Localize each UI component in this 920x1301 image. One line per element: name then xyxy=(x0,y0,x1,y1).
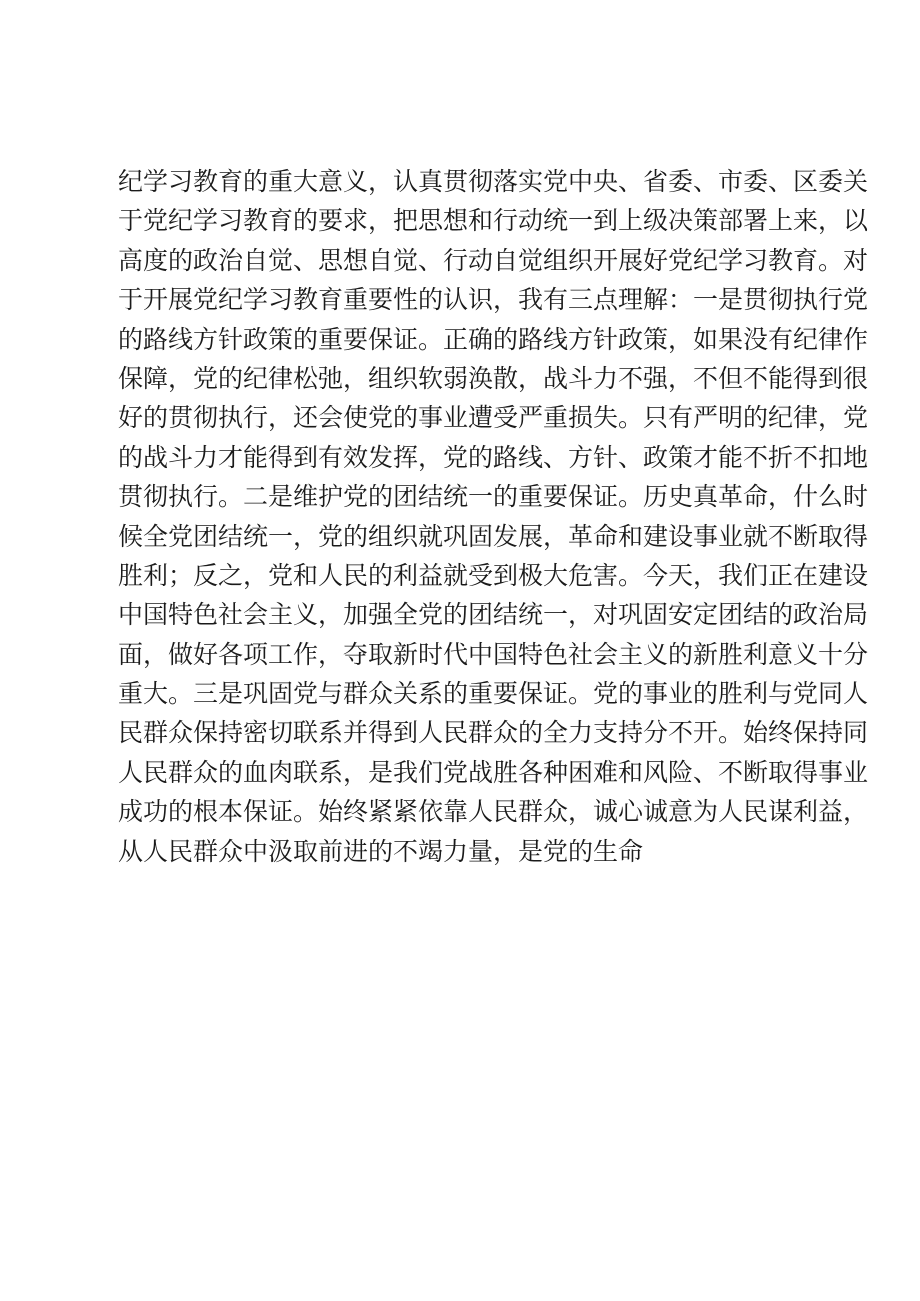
paragraph-line: 好的贯彻执行，还会使党的事业遭受严重损失。只有严明的纪律，党 xyxy=(118,403,869,433)
paragraph-line: 保障，党的纪律松弛，组织软弱涣散，战斗力不强，不但不能得到很 xyxy=(118,363,869,393)
body-paragraph xyxy=(118,162,869,871)
paragraph-line: 的路线方针政策的重要保证。正确的路线方针政策，如果没有纪律作 xyxy=(118,324,869,354)
paragraph-line: 面，做好各项工作，夺取新时代中国特色社会主义的新胜利意义十分 xyxy=(118,639,869,669)
paragraph-line: 民群众保持密切联系并得到人民群众的全力支持分不开。始终保持同 xyxy=(118,718,869,748)
paragraph-line: 候全党团结统一，党的组织就巩固发展，革命和建设事业就不断取得 xyxy=(118,521,869,551)
paragraph-line: 人民群众的血肉联系，是我们党战胜各种困难和风险、不断取得事业 xyxy=(118,757,869,787)
paragraph-line: 重大。三是巩固党与群众关系的重要保证。党的事业的胜利与党同人 xyxy=(118,679,869,709)
paragraph-line: 中国特色社会主义，加强全党的团结统一，对巩固安定团结的政治局 xyxy=(118,600,869,630)
paragraph-line: 贯彻执行。二是维护党的团结统一的重要保证。历史真革命，什么时 xyxy=(118,482,869,512)
paragraph-line: 胜利；反之，党和人民的利益就受到极大危害。今天，我们正在建设 xyxy=(118,560,869,590)
paragraph-line: 从人民群众中汲取前进的不竭力量，是党的生命 xyxy=(118,836,644,866)
paragraph-line: 于开展党纪学习教育重要性的认识，我有三点理解：一是贯彻执行党 xyxy=(118,285,869,315)
paragraph-line: 的战斗力才能得到有效发挥，党的路线、方针、政策才能不折不扣地 xyxy=(118,442,869,472)
paragraph-line: 于党纪学习教育的要求，把思想和行动统一到上级决策部署上来，以 xyxy=(118,206,869,236)
paragraph-line: 成功的根本保证。始终紧紧依靠人民群众，诚心诚意为人民谋利益， xyxy=(118,797,869,827)
paragraph-line: 纪学习教育的重大意义，认真贯彻落实党中央、省委、市委、区委关 xyxy=(118,167,869,196)
paragraph-line: 高度的政治自觉、思想自觉、行动自觉组织开展好党纪学习教育。对 xyxy=(118,245,869,275)
